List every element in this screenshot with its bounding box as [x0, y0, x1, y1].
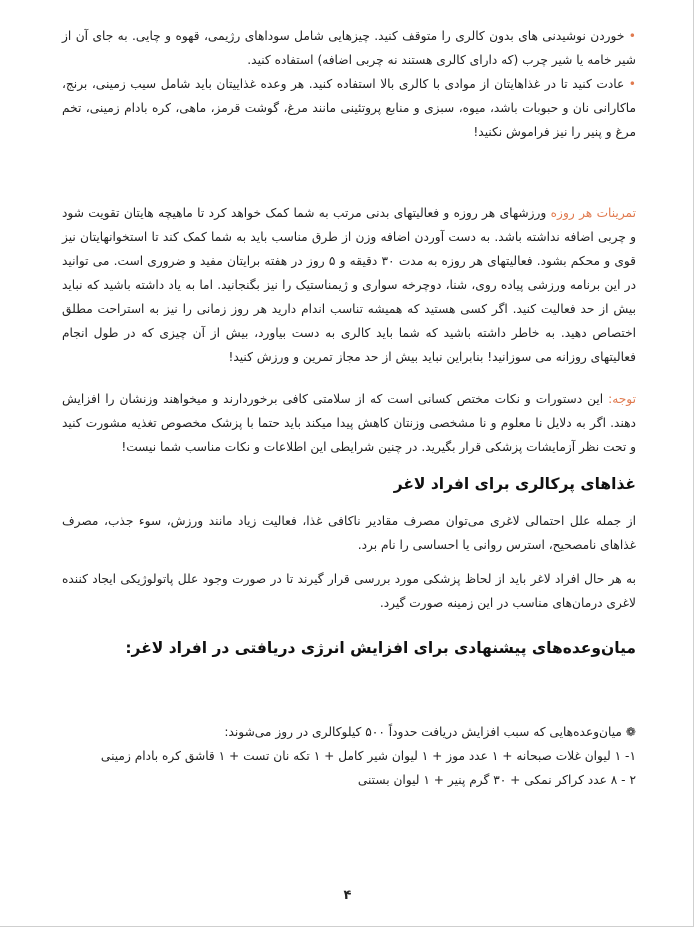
section1-paragraph: به هر حال افراد لاغر باید از لحاظ پزشکی مورد بررسی قرار گیرند تا در صورت وجود علل پاتولوژیکی ایجاد کننده لاغری درمان‌های مناسب در این زمینه صورت گیرد.	[62, 572, 636, 610]
note-paragraph	[62, 387, 636, 459]
page-number: ۴	[343, 888, 352, 903]
exercise-label: تمرینات هر روزه	[550, 206, 636, 220]
spacer	[62, 499, 636, 509]
flower-bullet-icon: ❁	[625, 725, 636, 739]
spacer	[62, 663, 636, 720]
section-heading-high-calorie: غذاهای پرکالری برای افراد لاغر	[393, 475, 636, 493]
bullet-text: خوردن نوشیدنی های بدون کالری را متوقف کنید. چیزهایی شامل سوداهای رژیمی، قهوه و چایی. به جای آن از شیر خامه یا شیر چرب (که دارای کالری هستند نه چربی اضافه) استفاده کنید.	[62, 29, 636, 67]
exercise-text: ورزشهای هر روزه و فعالیتهای بدنی مرتب به شما کمک خواهد کرد تا ماهیچه هایتان تقویت شود و چربی اضافه نداشته باشد. به دست آوردن اضافه وزن از طرق مناسب باید به شما کمک کند تا استخوانهایتان نیز قوی و محکم بشود. فعالیتهای هر روزه به مدت ۳۰ دقیقه و ۵ روز در هفته برایتان مفید و ضروری است. می توانید در این برنامه ورزشی پیاده روی، شنا، دوچرخه سواری و ژیمناستیک را نیز بگنجانید. اما به یاد داشته باشید که نباید بیش از حد فعالیت کنید. اگر کسی هستید که همیشه تناسب اندام دارید هر روز زمانی را نیز به استراحت مطلق اختصاص دهید. به خاطر داشته باشید که شما باید کالری به دست بیاورد، بیش از آن چیزی که در طول انجام فعالیتهای روزانه می سوزانید! بنابراین نباید بیش از حد مجاز تمرین و ورزش کنید!	[62, 206, 637, 364]
bullet-icon: •	[628, 77, 636, 91]
bullet-text: عادت کنید تا در غذاهایتان از موادی با کالری بالا استفاده کنید. هر وعده غذاییتان باید شامل سیب زمینی، برنج، ماکارانی نان و حبوبات باشد، میوه، سبزی و منابع پروتئینی مانند مرغ، گوشت قرمز، ماهی، کره بادام زمینی، تخم مرغ و پنیر را نیز فراموش نکنید!	[62, 77, 636, 139]
spacer	[62, 144, 636, 201]
section-heading-snacks: میان‌وعده‌های پیشنهادی برای افزایش انرژی دریافتی در افراد لاغر:	[125, 639, 636, 657]
exercise-paragraph	[62, 201, 636, 369]
document-body	[62, 24, 636, 792]
snack-intro	[62, 720, 636, 744]
spacer	[62, 615, 636, 633]
section1-paragraph: از جمله علل احتمالی لاغری می‌توان مصرف مقادیر ناکافی غذا، فعالیت زیاد مانند ورزش، سوء جذب، مصرف غذاهای نامصحیح، استرس روانی یا احساسی را نام برد.	[62, 514, 636, 552]
spacer	[62, 459, 636, 469]
snack-item: ۲ - ۸ عدد کراکر نمکی + ۳۰ گرم پنیر + ۱ لیوان بستنی	[357, 773, 636, 787]
spacer	[62, 369, 636, 387]
spacer	[62, 557, 636, 567]
snack-item: ۱- ۱ لیوان غلات صبحانه + ۱ عدد موز + ۱ لیوان شیر کامل + ۱ تکه نان تست + ۱ قاشق کره بادام زمینی	[100, 749, 636, 763]
snack-intro-text: میان‌وعده‌هایی که سبب افزایش دریافت حدوداً ۵۰۰ کیلوکالری در روز می‌شوند:	[224, 725, 626, 739]
bullet-item	[62, 72, 636, 144]
bullet-item	[62, 24, 636, 72]
note-label: توجه:	[608, 392, 636, 406]
note-text: این دستورات و نکات مختص کسانی است که از سلامتی کافی برخوردارند و میخواهند وزنشان را افزایش دهند. اگر به دلایل نا معلوم و نا مشخصی وزنتان کاهش پیدا میکند باید حتما با پزشک مخصوص تغذیه مشورت کنید و تحت نظر آزمایشات پزشکی قرار بگیرید. در چنین شرایطی این اطلاعات و نکات مناسب شما نیست!	[62, 392, 636, 454]
bullet-icon: •	[628, 29, 636, 43]
